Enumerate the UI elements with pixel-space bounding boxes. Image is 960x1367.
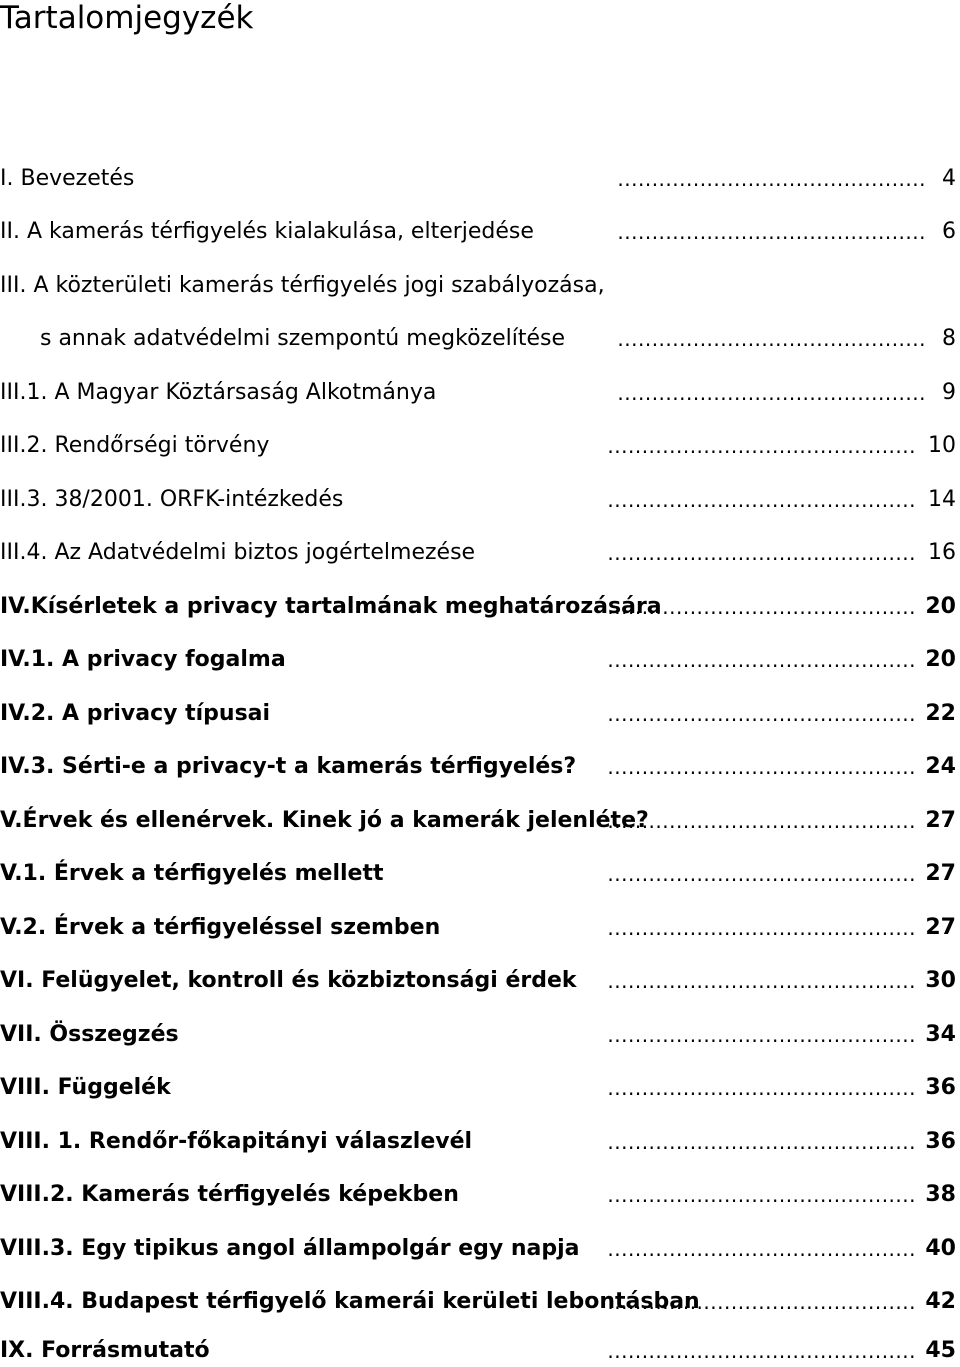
toc-entry[interactable] — [0, 377, 960, 409]
toc-entry-page: 6 — [942, 219, 956, 244]
toc-entry[interactable] — [0, 858, 960, 890]
dot-leader: ............................................. — [607, 595, 916, 619]
toc-entry-label: VIII.3. Egy tipikus angol állampolgár egy napja — [0, 1236, 580, 1261]
toc-entry-page: 10 — [928, 433, 956, 458]
toc-entry-page: 24 — [925, 754, 956, 779]
toc-entry-page: 20 — [925, 594, 956, 619]
toc-entry[interactable] — [0, 270, 960, 302]
dot-leader: ............................................. — [607, 1183, 916, 1207]
toc-entry-page: 27 — [925, 915, 956, 940]
dot-leader: ............................................. — [607, 434, 916, 458]
toc-entry[interactable] — [0, 1335, 960, 1367]
toc-entry-label: IV.1. A privacy fogalma — [0, 647, 286, 672]
toc-entry[interactable] — [0, 965, 960, 997]
dot-leader: ............................................. — [607, 1237, 916, 1261]
toc-entry-label: III. A közterületi kamerás térfigyelés jogi szabályozása, — [0, 273, 605, 298]
toc-entry-label: III.2. Rendőrségi törvény — [0, 433, 270, 458]
toc-entry-label: V.1. Érvek a térfigyelés mellett — [0, 861, 384, 886]
dot-leader: ............................................. — [607, 1076, 916, 1100]
dot-leader: ............................................. — [607, 488, 916, 512]
toc-entry[interactable] — [0, 912, 960, 944]
toc-entry[interactable] — [0, 484, 960, 516]
toc-entry[interactable] — [0, 1233, 960, 1265]
toc-entry-label: VII. Összegzés — [0, 1022, 179, 1047]
toc-entry-page: 16 — [928, 540, 956, 565]
dot-leader: ............................................. — [607, 541, 916, 565]
toc-entry[interactable] — [0, 1019, 960, 1051]
toc-entry[interactable] — [0, 430, 960, 462]
toc-entry-page: 34 — [925, 1022, 956, 1047]
toc-entry-page: 36 — [925, 1129, 956, 1154]
toc-entry-label: VI. Felügyelet, kontroll és közbiztonsági érdek — [0, 968, 577, 993]
toc-entry-label: V.Érvek és ellenérvek. Kinek jó a kamerák jelenléte? — [0, 808, 649, 833]
toc-entry-page: 27 — [925, 808, 956, 833]
toc-entry-label: IV.Kísérletek a privacy tartalmának meghatározására — [0, 594, 662, 619]
toc-entry[interactable] — [0, 216, 960, 248]
toc-entry[interactable] — [0, 644, 960, 676]
toc-entry[interactable] — [0, 1179, 960, 1211]
toc-entry-page: 42 — [925, 1289, 956, 1314]
toc-entry-label: V.2. Érvek a térfigyeléssel szemben — [0, 915, 441, 940]
toc-entry[interactable] — [0, 1286, 960, 1318]
toc-entry-label: IV.3. Sérti-e a privacy-t a kamerás térfigyelés? — [0, 754, 577, 779]
dot-leader: ............................................. — [617, 167, 926, 191]
toc-entry-label: VIII. Függelék — [0, 1075, 171, 1100]
toc-entry-label: IX. Forrásmutató — [0, 1338, 210, 1363]
toc-entry-page: 20 — [925, 647, 956, 672]
toc-entry-label: III.3. 38/2001. ORFK-intézkedés — [0, 487, 344, 512]
dot-leader: ............................................. — [607, 862, 916, 886]
dot-leader: ............................................. — [607, 809, 916, 833]
page-title: Tartalomjegyzék — [0, 0, 254, 36]
dot-leader: ............................................. — [607, 916, 916, 940]
toc-entry-label: I. Bevezetés — [0, 166, 135, 191]
toc-entry[interactable] — [0, 323, 960, 355]
toc-entry-page: 38 — [925, 1182, 956, 1207]
toc-entry-page: 22 — [925, 701, 956, 726]
toc-entry-label: III.1. A Magyar Köztársaság Alkotmánya — [0, 380, 437, 405]
dot-leader: ............................................. — [607, 1339, 916, 1363]
dot-leader: ............................................. — [607, 1130, 916, 1154]
toc-entry[interactable] — [0, 1072, 960, 1104]
toc-entry[interactable] — [0, 698, 960, 730]
toc-entry-page: 36 — [925, 1075, 956, 1100]
toc-entry[interactable] — [0, 163, 960, 195]
toc-entry-label: IV.2. A privacy típusai — [0, 701, 271, 726]
toc-entry[interactable] — [0, 537, 960, 569]
toc-entry-label: VIII.4. Budapest térfigyelő kamerái kerületi lebontásban — [0, 1289, 700, 1314]
dot-leader: ............................................. — [607, 1023, 916, 1047]
toc-entry-page: 45 — [925, 1338, 956, 1363]
toc-entry-page: 40 — [925, 1236, 956, 1261]
toc-entry[interactable] — [0, 1126, 960, 1158]
dot-leader: ............................................. — [617, 220, 926, 244]
dot-leader: ............................................. — [607, 702, 916, 726]
dot-leader: ............................................. — [607, 969, 916, 993]
toc-entry[interactable] — [0, 591, 960, 623]
toc-entry-label: VIII. 1. Rendőr-főkapitányi válaszlevél — [0, 1129, 473, 1154]
toc-entry[interactable] — [0, 805, 960, 837]
toc-entry-page: 8 — [942, 326, 956, 351]
toc-entry-label: III.4. Az Adatvédelmi biztos jogértelmezése — [0, 540, 476, 565]
dot-leader: ............................................. — [607, 1290, 916, 1314]
toc-entry-label: II. A kamerás térfigyelés kialakulása, elterjedése — [0, 219, 534, 244]
toc-entry-label: s annak adatvédelmi szempontú megközelítése — [40, 326, 566, 351]
toc-entry-page: 27 — [925, 861, 956, 886]
toc-entry-page: 30 — [925, 968, 956, 993]
dot-leader: ............................................. — [607, 648, 916, 672]
dot-leader: ............................................. — [617, 381, 926, 405]
dot-leader: ............................................. — [607, 755, 916, 779]
toc-entry-page: 4 — [942, 166, 956, 191]
toc-entry[interactable] — [0, 751, 960, 783]
dot-leader: ............................................. — [617, 327, 926, 351]
toc-entry-page: 14 — [928, 487, 956, 512]
toc-entry-label: VIII.2. Kamerás térfigyelés képekben — [0, 1182, 459, 1207]
toc-entry-page: 9 — [942, 380, 956, 405]
